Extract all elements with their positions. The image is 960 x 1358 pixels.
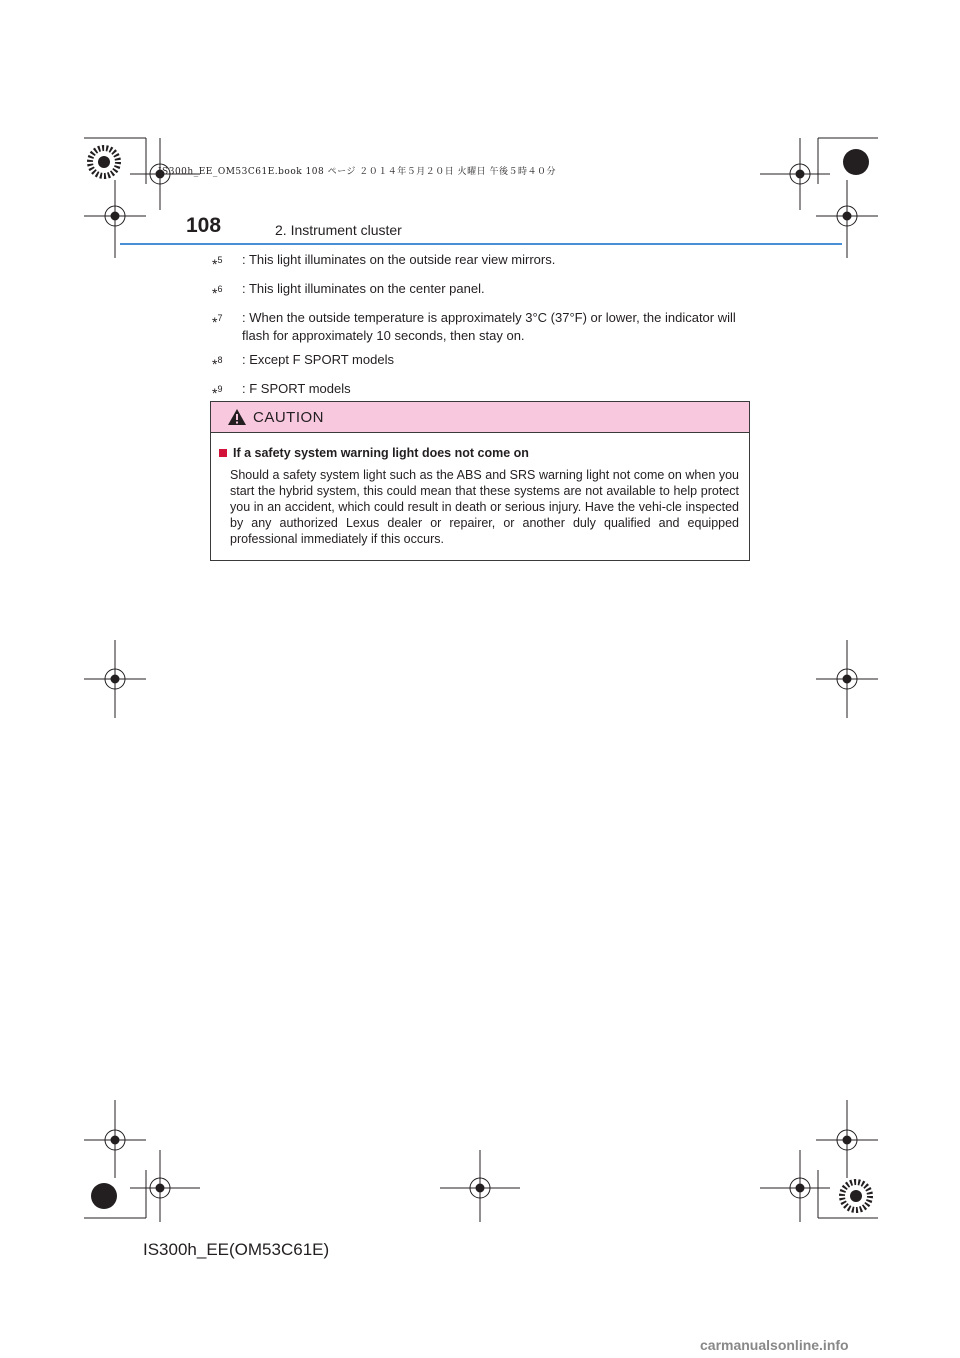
section-title: 2. Instrument cluster bbox=[275, 222, 402, 238]
header-rule bbox=[120, 243, 842, 245]
caution-body bbox=[211, 433, 749, 547]
caution-title: CAUTION bbox=[253, 408, 324, 426]
page-number: 108 bbox=[186, 214, 222, 237]
manual-code: IS300h_EE(OM53C61E) bbox=[143, 1240, 330, 1259]
caution-box bbox=[210, 401, 750, 561]
footnote: *$^6$ : This light illuminates on the center panel. bbox=[212, 280, 752, 303]
caution-header bbox=[211, 402, 749, 433]
footnote: *$^8$ : Except F SPORT models bbox=[212, 351, 752, 374]
caution-heading: If a safety system warning light does not come on bbox=[219, 445, 739, 461]
footnote-text: : Except F SPORT models bbox=[242, 352, 394, 367]
footnotes-list bbox=[212, 251, 752, 409]
footnote-text: : When the outside temperature is approximately 3°C (37°F) or lower, the indicator will flash for approximately 10 seconds, then stay on. bbox=[242, 310, 736, 343]
footnote: *$^7$ : When the outside temperature is approximately 3°C (37°F) or lower, the indicator will flash for approximately 10 seconds, then stay on. bbox=[212, 309, 752, 345]
warning-triangle-icon bbox=[227, 408, 247, 426]
site-watermark: carmanualsonline.info bbox=[700, 1337, 849, 1353]
square-bullet-icon bbox=[219, 449, 227, 457]
footnote: *$^9$ : F SPORT models bbox=[212, 380, 752, 403]
footnote-text: : This light illuminates on the center panel. bbox=[242, 281, 485, 296]
book-header-strip: IS300h_EE_OM53C61E.book 108 ページ ２０１４年５月２０日 火曜日 午後５時４０分 bbox=[158, 167, 557, 177]
footnote: *$^5$ : This light illuminates on the outside rear view mirrors. bbox=[212, 251, 752, 274]
caution-text: Should a safety system light such as the ABS and SRS warning light not come on when you start the hybrid system, this could mean that these systems are not available to help protect you in an accident, which could result in death or serious injury. Have the vehi-cle inspected by any authorized Lexus dealer or repairer, or another duly qualified and equipped professional immediately if this occurs. bbox=[230, 468, 739, 546]
footnote-text: : This light illuminates on the outside rear view mirrors. bbox=[242, 252, 556, 267]
footnote-text: : F SPORT models bbox=[242, 381, 351, 396]
